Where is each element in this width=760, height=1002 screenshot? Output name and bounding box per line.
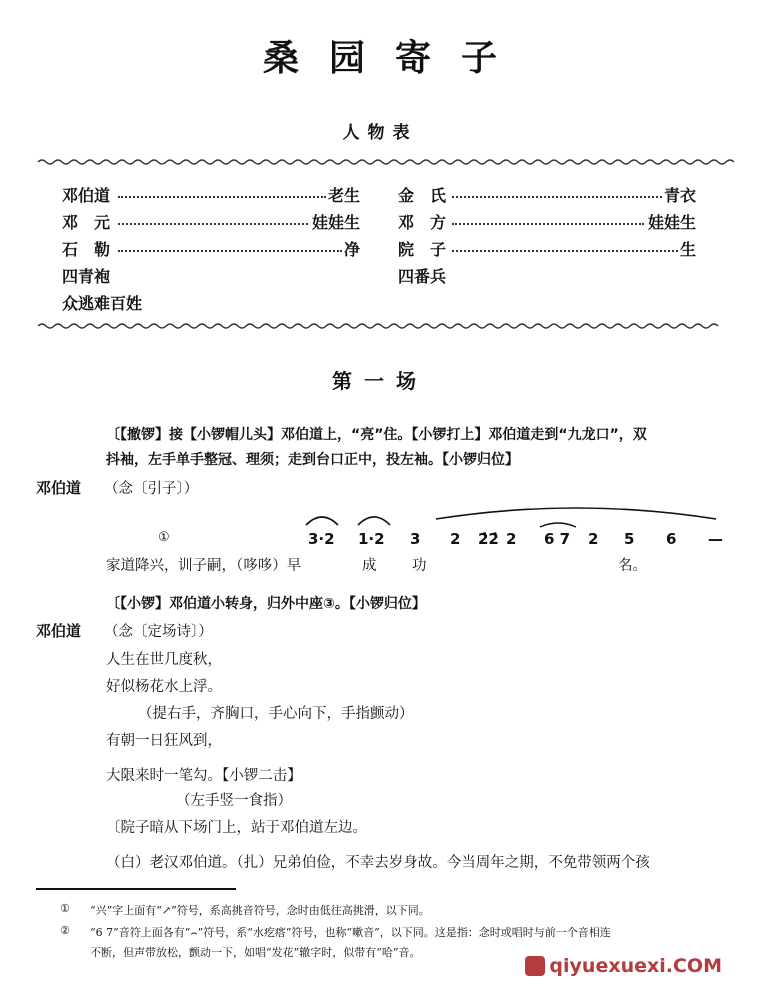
lyric: 家道降兴，	[106, 558, 179, 574]
note: 3·2	[308, 530, 335, 548]
footnote-rule	[36, 888, 236, 890]
recitation-type: （念〔引子〕）	[104, 481, 199, 497]
lyric: 功	[412, 558, 427, 574]
leader-dots	[452, 213, 644, 225]
note: 5	[624, 530, 635, 548]
wavy-divider	[38, 322, 728, 330]
footnote-text: 不断，但声带放松，颤动一下，如唱“发花”辙字时，似带有“哈”音。	[90, 946, 421, 959]
stage-direction: 〔院子暗从下场门上，站于邓伯道左边。	[106, 820, 367, 836]
cast-role: 净	[344, 240, 361, 259]
lyric: 训子嗣，（哆哆）早	[178, 558, 302, 574]
poem-line: 有朝一日狂风到，	[106, 733, 222, 749]
leader-dots	[118, 213, 308, 225]
action-note: （提右手，齐胸口，手心向下，手指颤动）	[138, 706, 414, 722]
footnote-marker: ①	[158, 530, 170, 545]
footnote-marker: ②	[60, 924, 70, 937]
note: 2	[588, 530, 599, 548]
note: 2̇2̇	[478, 530, 499, 548]
stage-direction: 〔【撤锣】接【小锣帽儿头】邓伯道上，“亮”住。【小锣打上】邓伯道走到“九龙口”，双	[106, 427, 647, 443]
note: 1·2	[358, 530, 385, 548]
note: —	[708, 530, 723, 548]
leader-dots	[118, 240, 342, 252]
poem-line: 好似杨花水上浮。	[106, 679, 222, 695]
cast-role: 青衣	[664, 186, 697, 205]
note: 2	[450, 530, 461, 548]
footnote-text: “6 7”音符上面各有“⌢”符号，系“水疙瘩”符号，也称“嗽音”，以下同。这是指：念时或唱时与前一个音相连	[90, 926, 611, 939]
stage-direction: 〔【小锣】邓伯道小转身，归外中座③。【小锣归位】	[106, 596, 426, 612]
note: 6	[666, 530, 677, 548]
cast-name: 邓 方	[398, 213, 447, 232]
cast-role: 生	[680, 240, 697, 259]
cast-list-heading: 人物表	[342, 123, 418, 143]
recitation-type: （念〔定场诗〕）	[104, 624, 213, 640]
cast-name: 四青袍	[62, 267, 111, 286]
cast-name: 院 子	[398, 240, 447, 259]
cast-name: 邓 元	[62, 213, 111, 232]
note: 2	[506, 530, 517, 548]
cast-name: 众逃难百姓	[62, 294, 143, 313]
leader-dots	[452, 186, 662, 198]
watermark-text: qiyuexuexi.COM	[549, 955, 722, 977]
poem-line: 大限来时一笔勾。【小锣二击】	[106, 768, 302, 784]
action-note: （左手竖一食指）	[176, 793, 292, 809]
leader-dots	[118, 186, 326, 198]
dialogue-line: （白）老汉邓伯道。（扎）兄弟伯俭，不幸去岁身故。今当周年之期，不免带领两个孩	[106, 855, 650, 871]
cast-name: 四番兵	[398, 267, 447, 286]
cast-role: 娃娃生	[312, 213, 361, 232]
speaker-label: 邓伯道	[36, 479, 82, 497]
stage-direction: 抖袖，左手单手整冠、理须；走到台口正中，投左袖。【小锣归位】	[106, 452, 519, 468]
site-watermark	[525, 955, 722, 977]
cast-role: 老生	[328, 186, 361, 205]
watermark-logo-icon	[525, 956, 545, 976]
wavy-divider	[38, 158, 728, 166]
note: 3	[410, 530, 421, 548]
cast-name: 金 氏	[398, 186, 447, 205]
page-title: 桑园寄子	[262, 38, 527, 79]
poem-line: 人生在世几度秋，	[106, 652, 222, 668]
note: 6 7	[544, 530, 571, 548]
cast-name: 邓伯道	[62, 186, 111, 205]
leader-dots	[452, 240, 678, 252]
lyric: 成	[362, 558, 377, 574]
cast-name: 石 勒	[62, 240, 111, 259]
scene-heading: 第一场	[332, 369, 428, 393]
footnote-text: “兴”字上面有“↗”符号，系高挑音符号，念时由低往高挑滑，以下同。	[90, 904, 430, 917]
lyric: 名。	[618, 558, 647, 574]
cast-role: 娃娃生	[648, 213, 697, 232]
footnote-marker: ①	[60, 902, 70, 915]
speaker-label: 邓伯道	[36, 622, 82, 640]
